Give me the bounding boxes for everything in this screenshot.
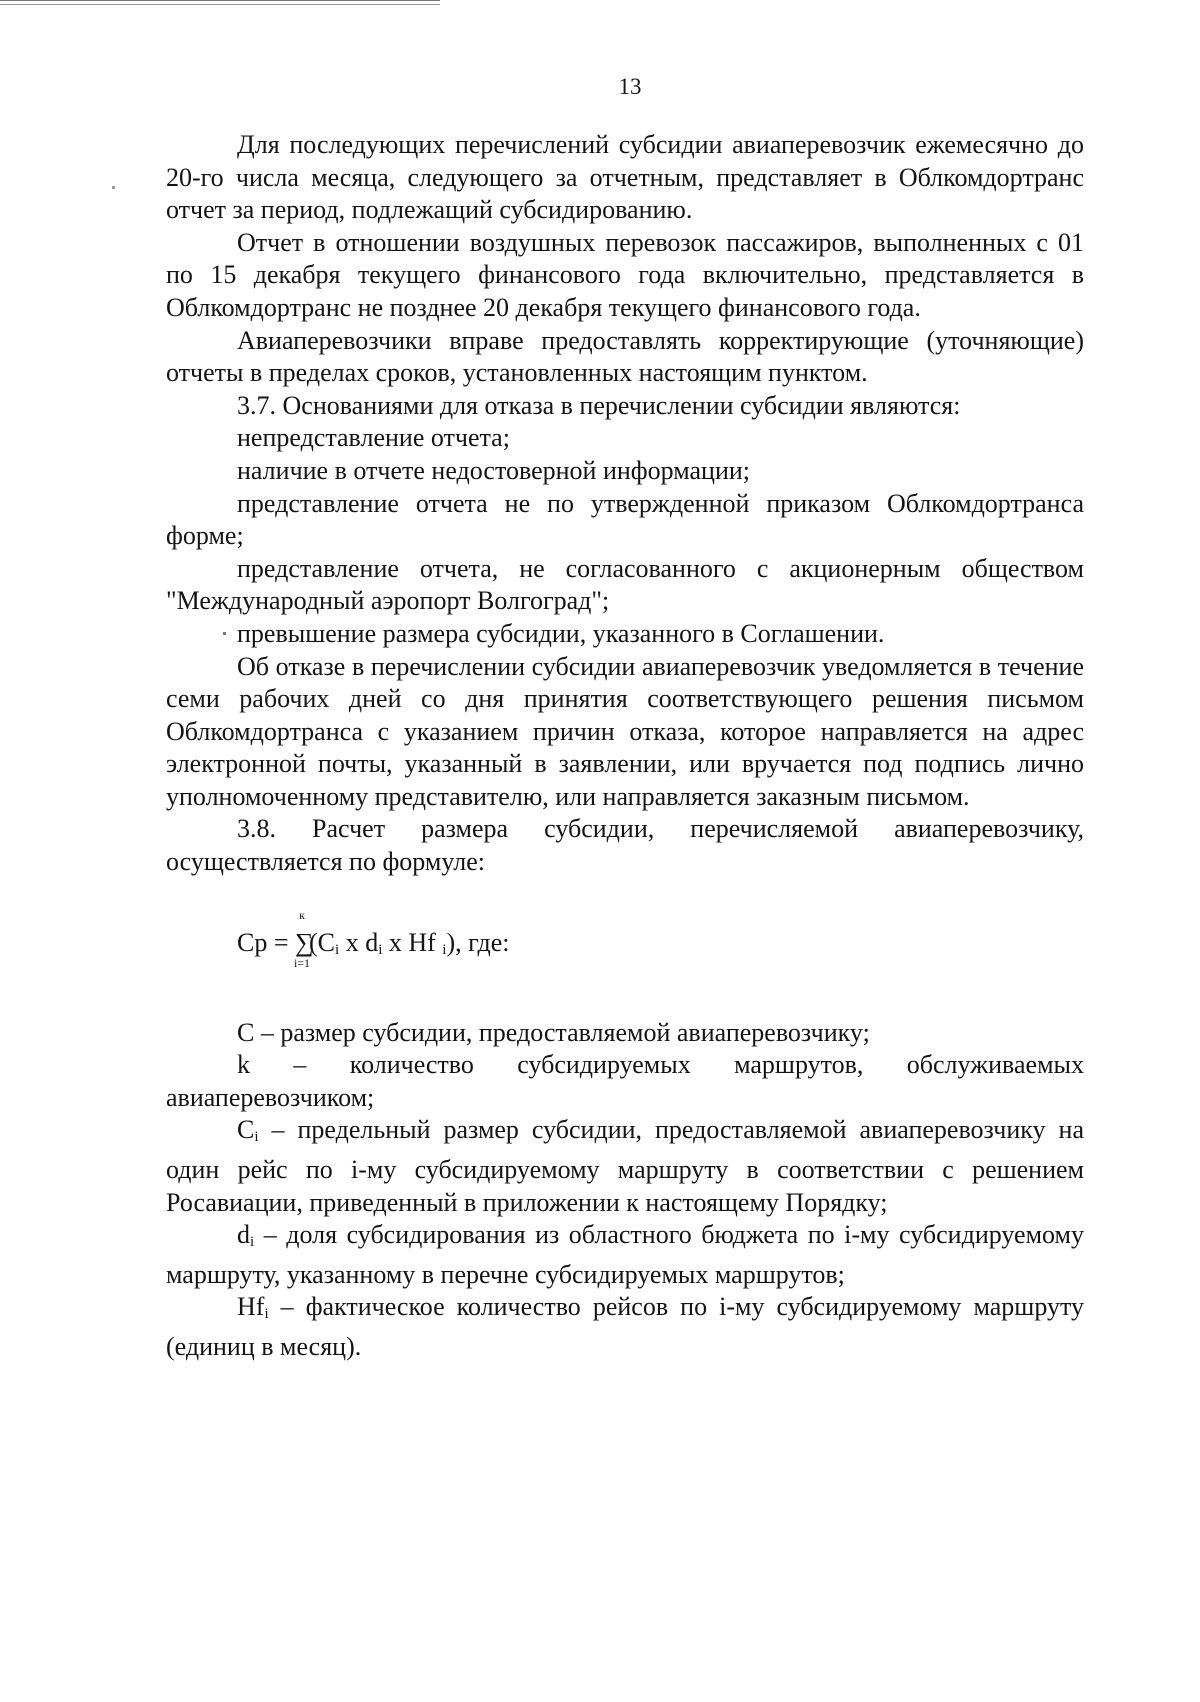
formula-line (237, 907, 510, 970)
definition-ci-subscript: i (254, 1129, 259, 1146)
paragraph-december-report: Отчет в отношении воздушных перевозок пассажиров, выполненных с 01 по 15 декабря текущего финансового года включительно, представляется в Облкомдортранс не позднее 20 декабря текущего финансового года. (166, 227, 1084, 322)
definition-hfi-subscript: i (264, 1306, 269, 1323)
summation (293, 907, 314, 970)
paragraph-refusal-notice: Об отказе в перечислении субсидии авиаперевозчик уведомляется в течение семи рабочих дней со дня принятия соответствующего решения письмом Облкомдортранса с указанием причин отказа, которое направляется на адрес электронной почты, указанный в заявлении, или вручается под подпись лично уполномоченному представителю, или направляется заказным письмом. (166, 651, 1084, 811)
formula-term-hf: x Hf (382, 927, 443, 957)
subsidy-formula (166, 879, 1084, 1017)
definition-ci (166, 1114, 1084, 1219)
list-item-exceeding-text: превышение размера субсидии, указанного в Соглашении. (237, 618, 885, 648)
definition-di-subscript: i (250, 1234, 255, 1251)
formula-open: (C (309, 927, 336, 957)
definition-k: k – количество субсидируемых маршрутов, обслуживаемых авиаперевозчиком; (166, 1050, 1084, 1112)
formula-term-d: x d (339, 927, 379, 957)
list-item-not-agreed: представление отчета, не согласованного с акционерным обществом "Международный аэропорт Волгоград"; (166, 553, 1084, 616)
definition-hfi (166, 1291, 1084, 1363)
scan-speck (223, 632, 226, 635)
document-body (166, 129, 1084, 1364)
page-number: 13 (618, 74, 642, 99)
sum-symbol: ∑ (295, 927, 314, 957)
definition-ci-symbol: C (237, 1115, 255, 1145)
definition-di-text: – доля субсидирования из областного бюджета по i-му субсидируемому маршруту, указанному в перечне субсидируемых маршрутов; (166, 1220, 1084, 1289)
paragraph-monthly-report: Для последующих перечислений субсидии авиаперевозчик ежемесячно до 20-го числа месяца, следующего за отчетным, представляет в Облкомдортранс отчет за период, подлежащий субсидированию. (166, 130, 1084, 225)
sum-upper-limit: к (299, 907, 305, 922)
list-item-exceeding (166, 618, 1084, 651)
list-item-no-report: непредставление отчета; (237, 423, 510, 453)
paragraph-refusal-grounds: 3.7. Основаниями для отказа в перечислении субсидии являются: (237, 390, 961, 420)
definition-hfi-text: – фактическое количество рейсов по i-му субсидируемому маршруту (единиц в месяц). (166, 1292, 1084, 1361)
formula-subscript: i (378, 941, 383, 958)
formula-subscript: i (335, 941, 340, 958)
formula-subscript: i (442, 941, 447, 958)
definition-hfi-symbol: Hf (237, 1292, 265, 1322)
formula-lhs: Cp = (237, 927, 296, 957)
formula-tail: ), где: (446, 927, 510, 957)
definition-di (166, 1219, 1084, 1291)
definition-di-symbol: d (237, 1220, 250, 1250)
paragraph-corrective-reports: Авиаперевозчики вправе предоставлять корректирующие (уточняющие) отчеты в пределах сроков, установленных настоящим пунктом. (166, 325, 1084, 388)
scan-margin-mark (112, 186, 115, 189)
scan-top-edge (0, 0, 440, 5)
definition-ci-text: – предельный размер субсидии, предоставляемой авиаперевозчику на один рейс по i-му субсидируемому маршруту в соответствии с решением Росавиации, приведенный в приложении к настоящему Порядку; (166, 1115, 1084, 1217)
list-item-unreliable-info: наличие в отчете недостоверной информации; (237, 455, 751, 485)
sum-lower-limit: i=1 (293, 955, 311, 970)
list-item-wrong-form: представление отчета не по утвержденной приказом Облкомдортранса форме; (166, 488, 1084, 551)
definition-c: С – размер субсидии, предоставляемой авиаперевозчику; (237, 1017, 870, 1047)
paragraph-calculation: 3.8. Расчет размера субсидии, перечисляемой авиаперевозчику, осуществляется по формуле: (166, 814, 1084, 877)
